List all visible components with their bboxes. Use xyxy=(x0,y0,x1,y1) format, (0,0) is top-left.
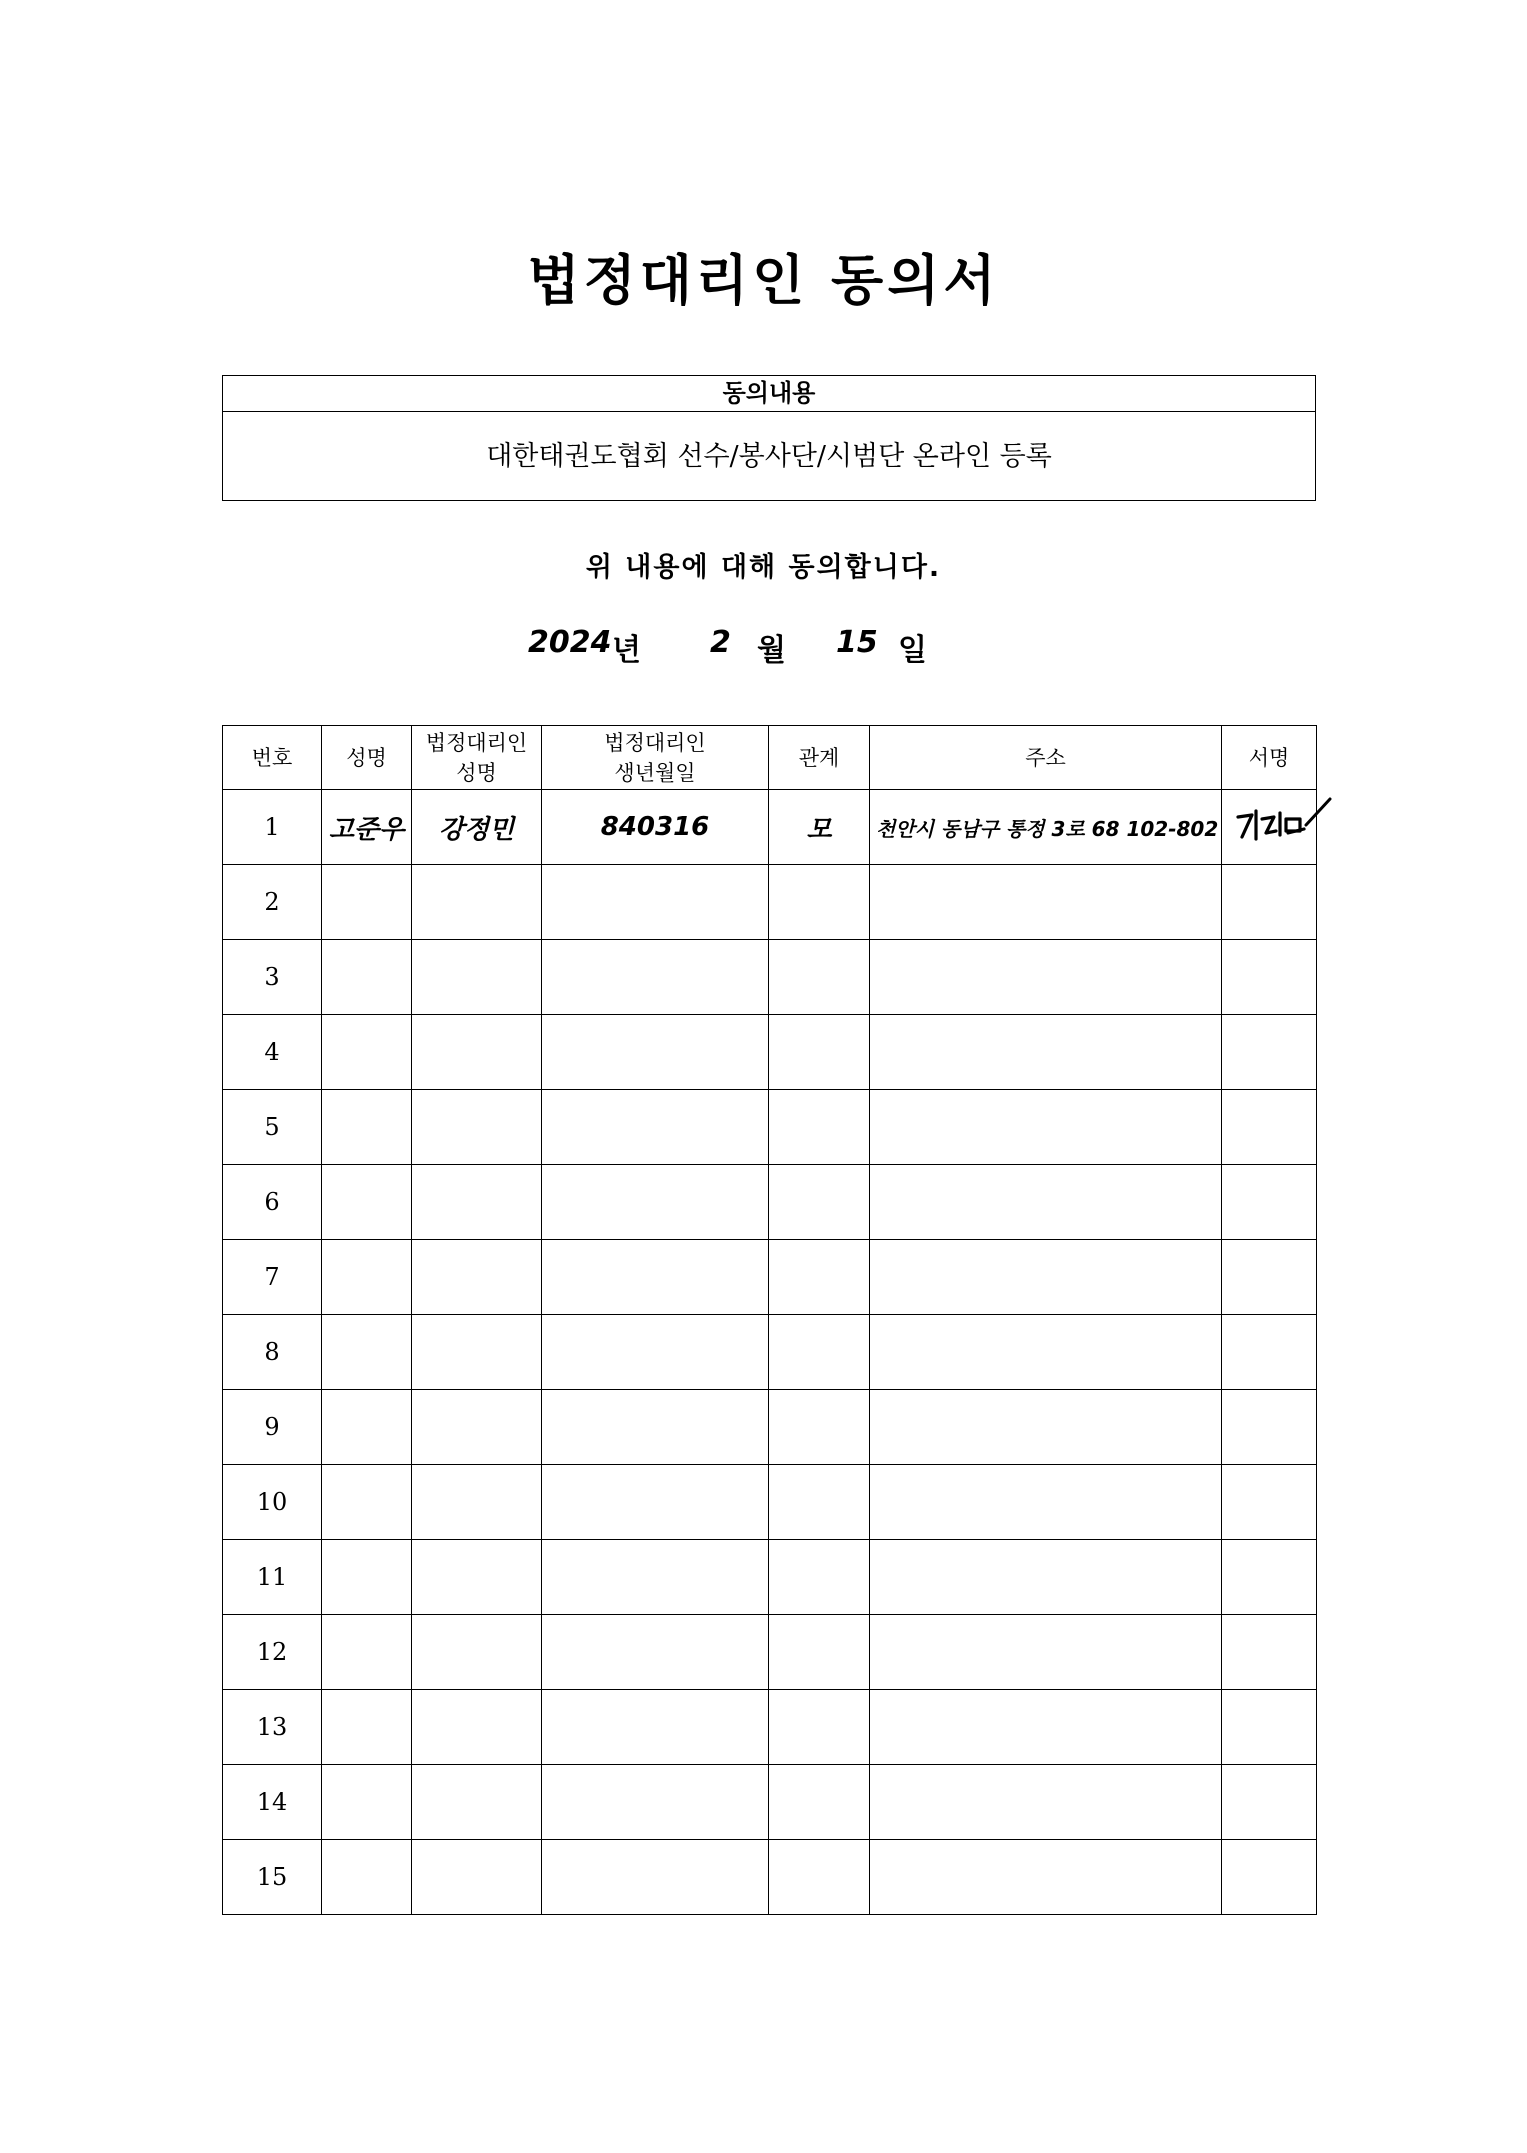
row-address xyxy=(870,1690,1222,1765)
row-name xyxy=(322,1165,412,1240)
row-relation xyxy=(769,1840,870,1915)
header-guardian-name-line2: 성명 xyxy=(456,760,497,785)
row-guardian-birth xyxy=(542,1240,769,1315)
row-address xyxy=(870,1315,1222,1390)
consent-box xyxy=(222,375,1316,501)
row-relation xyxy=(769,1465,870,1540)
row-no: 15 xyxy=(223,1840,322,1915)
row-guardian-birth xyxy=(542,1165,769,1240)
row-no: 9 xyxy=(223,1390,322,1465)
row-guardian-birth xyxy=(542,940,769,1015)
table-row xyxy=(223,1165,1317,1240)
row-guardian-birth xyxy=(542,1090,769,1165)
row-no: 3 xyxy=(223,940,322,1015)
row-address: 천안시 동남구 통정 3로 68 102-802 xyxy=(870,790,1222,865)
row-guardian-name xyxy=(412,940,542,1015)
header-signature: 서명 xyxy=(1222,726,1317,790)
row-address xyxy=(870,1540,1222,1615)
row-signature xyxy=(1222,1015,1317,1090)
table-row xyxy=(223,1015,1317,1090)
row-signature xyxy=(1222,1465,1317,1540)
row-guardian-name: 강정민 xyxy=(412,790,542,865)
row-name xyxy=(322,1315,412,1390)
row-name xyxy=(322,940,412,1015)
row-guardian-birth: 840316 xyxy=(542,790,769,865)
row-guardian-name xyxy=(412,1315,542,1390)
row-guardian-name xyxy=(412,1615,542,1690)
row-relation xyxy=(769,1015,870,1090)
row-guardian-birth xyxy=(542,1315,769,1390)
row-guardian-birth xyxy=(542,1465,769,1540)
row-no: 6 xyxy=(223,1165,322,1240)
table-row xyxy=(223,1540,1317,1615)
row-signature xyxy=(1222,1840,1317,1915)
row-guardian-name xyxy=(412,1390,542,1465)
row-guardian-name xyxy=(412,1015,542,1090)
table-row xyxy=(223,1765,1317,1840)
row-relation xyxy=(769,1690,870,1765)
row-signature xyxy=(1222,1540,1317,1615)
table-row xyxy=(223,790,1317,865)
row-no: 14 xyxy=(223,1765,322,1840)
row-guardian-name xyxy=(412,865,542,940)
row-guardian-name xyxy=(412,1690,542,1765)
date-day: 15 xyxy=(836,625,878,660)
header-no: 번호 xyxy=(223,726,322,790)
row-guardian-name xyxy=(412,1840,542,1915)
row-guardian-name xyxy=(412,1465,542,1540)
row-guardian-birth xyxy=(542,1390,769,1465)
row-relation xyxy=(769,940,870,1015)
row-relation xyxy=(769,1615,870,1690)
handwritten-signature xyxy=(1230,795,1335,855)
row-signature xyxy=(1222,940,1317,1015)
row-guardian-name xyxy=(412,1540,542,1615)
row-no: 8 xyxy=(223,1315,322,1390)
document-title: 법정대리인 동의서 xyxy=(527,249,1000,312)
header-guardian-name xyxy=(412,726,542,790)
table-row xyxy=(223,940,1317,1015)
row-name xyxy=(322,1465,412,1540)
row-name xyxy=(322,1240,412,1315)
row-signature xyxy=(1222,1765,1317,1840)
header-relation: 관계 xyxy=(769,726,870,790)
row-no: 5 xyxy=(223,1090,322,1165)
header-guardian-birth-line2: 생년월일 xyxy=(614,760,696,785)
row-signature xyxy=(1222,1240,1317,1315)
table-row xyxy=(223,865,1317,940)
row-guardian-birth xyxy=(542,1840,769,1915)
table-row xyxy=(223,1090,1317,1165)
row-signature xyxy=(1222,1615,1317,1690)
row-name: 고준우 xyxy=(322,790,412,865)
row-name xyxy=(322,1390,412,1465)
row-signature xyxy=(1222,1090,1317,1165)
row-guardian-birth xyxy=(542,1690,769,1765)
row-relation xyxy=(769,865,870,940)
header-name: 성명 xyxy=(322,726,412,790)
row-name xyxy=(322,1015,412,1090)
guardian-table xyxy=(222,725,1317,1915)
date-year-unit: 년 xyxy=(612,633,641,668)
row-no: 12 xyxy=(223,1615,322,1690)
row-relation: 모 xyxy=(769,790,870,865)
table-row xyxy=(223,1390,1317,1465)
row-guardian-name xyxy=(412,1765,542,1840)
row-address xyxy=(870,865,1222,940)
row-address xyxy=(870,940,1222,1015)
row-relation xyxy=(769,1540,870,1615)
row-address xyxy=(870,1015,1222,1090)
row-address xyxy=(870,1615,1222,1690)
row-address xyxy=(870,1090,1222,1165)
row-no: 13 xyxy=(223,1690,322,1765)
row-address xyxy=(870,1390,1222,1465)
row-guardian-birth xyxy=(542,1540,769,1615)
row-guardian-name xyxy=(412,1090,542,1165)
consent-header: 동의내용 xyxy=(223,376,1315,412)
row-address xyxy=(870,1165,1222,1240)
header-guardian-birth xyxy=(542,726,769,790)
table-row xyxy=(223,1615,1317,1690)
row-address xyxy=(870,1465,1222,1540)
date-year: 2024 xyxy=(528,625,612,660)
row-guardian-name xyxy=(412,1240,542,1315)
row-name xyxy=(322,1615,412,1690)
row-signature xyxy=(1222,1315,1317,1390)
date-day-unit: 일 xyxy=(898,633,927,668)
row-guardian-birth xyxy=(542,865,769,940)
row-name xyxy=(322,1090,412,1165)
row-guardian-name xyxy=(412,1165,542,1240)
row-name xyxy=(322,1690,412,1765)
row-no: 2 xyxy=(223,865,322,940)
row-no: 7 xyxy=(223,1240,322,1315)
row-signature xyxy=(1222,865,1317,940)
row-address xyxy=(870,1240,1222,1315)
header-address: 주소 xyxy=(870,726,1222,790)
row-relation xyxy=(769,1165,870,1240)
table-row xyxy=(223,1690,1317,1765)
table-header-row xyxy=(223,726,1317,790)
row-no: 10 xyxy=(223,1465,322,1540)
row-no: 4 xyxy=(223,1015,322,1090)
row-address xyxy=(870,1840,1222,1915)
date-month: 2 xyxy=(710,625,731,660)
row-name xyxy=(322,1540,412,1615)
row-name xyxy=(322,865,412,940)
row-relation xyxy=(769,1765,870,1840)
header-guardian-name-line1: 법정대리인 xyxy=(425,730,528,755)
row-signature xyxy=(1222,1165,1317,1240)
table-row xyxy=(223,1315,1317,1390)
row-no: 1 xyxy=(223,790,322,865)
row-guardian-birth xyxy=(542,1615,769,1690)
row-no: 11 xyxy=(223,1540,322,1615)
row-guardian-birth xyxy=(542,1015,769,1090)
row-guardian-birth xyxy=(542,1765,769,1840)
row-relation xyxy=(769,1240,870,1315)
row-name xyxy=(322,1840,412,1915)
table-row xyxy=(223,1465,1317,1540)
row-signature xyxy=(1222,1390,1317,1465)
consent-body: 대한태권도협회 선수/봉사단/시범단 온라인 등록 xyxy=(486,441,1052,472)
row-relation xyxy=(769,1315,870,1390)
table-row xyxy=(223,1240,1317,1315)
row-name xyxy=(322,1765,412,1840)
row-address xyxy=(870,1765,1222,1840)
header-guardian-birth-line1: 법정대리인 xyxy=(604,730,706,755)
row-relation xyxy=(769,1090,870,1165)
date-month-unit: 월 xyxy=(757,633,786,668)
row-signature xyxy=(1222,1690,1317,1765)
table-row xyxy=(223,1840,1317,1915)
agreement-statement: 위 내용에 대해 동의합니다. xyxy=(585,552,942,583)
row-relation xyxy=(769,1390,870,1465)
